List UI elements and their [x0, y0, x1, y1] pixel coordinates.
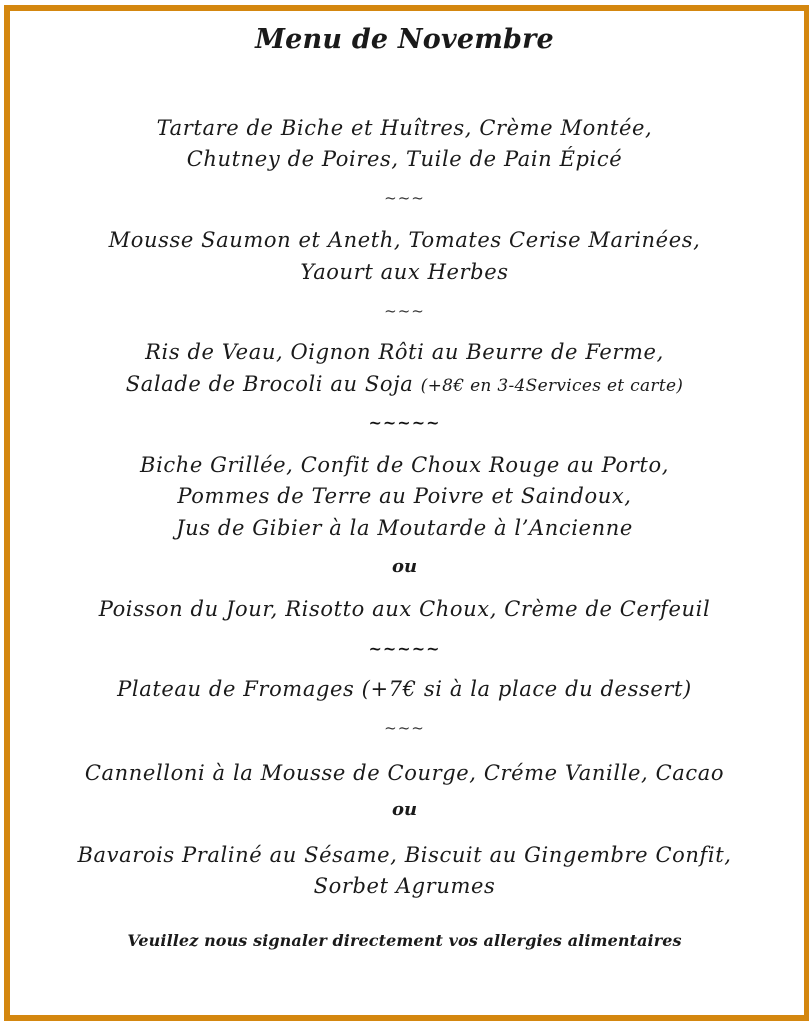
course1-line2: Chutney de Poires, Tuile de Pain Épicé — [186, 147, 623, 171]
allergy-note: Veuillez nous signaler directement vos allergies alimentaires — [127, 931, 682, 950]
dessert-option2-line1: Bavarois Praliné au Sésame, Biscuit au Gingembre Confit, — [77, 843, 732, 867]
or-label-dessert: ou — [391, 799, 418, 820]
course3-line2 — [0, 374, 809, 395]
course3-line1: Ris de Veau, Oignon Rôti au Beurre de Ferme, — [145, 340, 664, 364]
or-label-main: ou — [391, 556, 418, 577]
course2-line1: Mousse Saumon et Aneth, Tomates Cerise Marinées, — [108, 228, 701, 252]
main-option1-line3: Jus de Gibier à la Moutarde à l’Ancienne — [176, 516, 633, 540]
main-option1-line2: Pommes de Terre au Poivre et Saindoux, — [177, 484, 632, 508]
course1-line1: Tartare de Biche et Huîtres, Crème Montée, — [156, 116, 653, 140]
main-option2-line1: Poisson du Jour, Risotto aux Choux, Crème de Cerfeuil — [98, 597, 711, 621]
separator-4: ~~~~~ — [368, 639, 441, 658]
main-option1-line1: Biche Grillée, Confit de Choux Rouge au Porto, — [140, 453, 669, 477]
dessert-option1-line1: Cannelloni à la Mousse de Courge, Créme Vanille, Cacao — [84, 761, 725, 785]
course2-line2: Yaourt aux Herbes — [300, 260, 509, 284]
separator-5: ~~~ — [384, 719, 425, 737]
cheese-line1: Plateau de Fromages (+7€ si à la place du dessert) — [117, 677, 692, 701]
menu-title: Menu de Novembre — [255, 24, 554, 55]
separator-3: ~~~~~ — [368, 413, 441, 432]
course3-line2-main: Salade de Brocoli au Soja — [125, 372, 421, 396]
dessert-option2-line2: Sorbet Agrumes — [313, 874, 496, 898]
course3-supplement-note: (+8€ en 3-4Services et carte) — [420, 376, 684, 396]
separator-1: ~~~ — [384, 189, 425, 207]
separator-2: ~~~ — [384, 302, 425, 320]
